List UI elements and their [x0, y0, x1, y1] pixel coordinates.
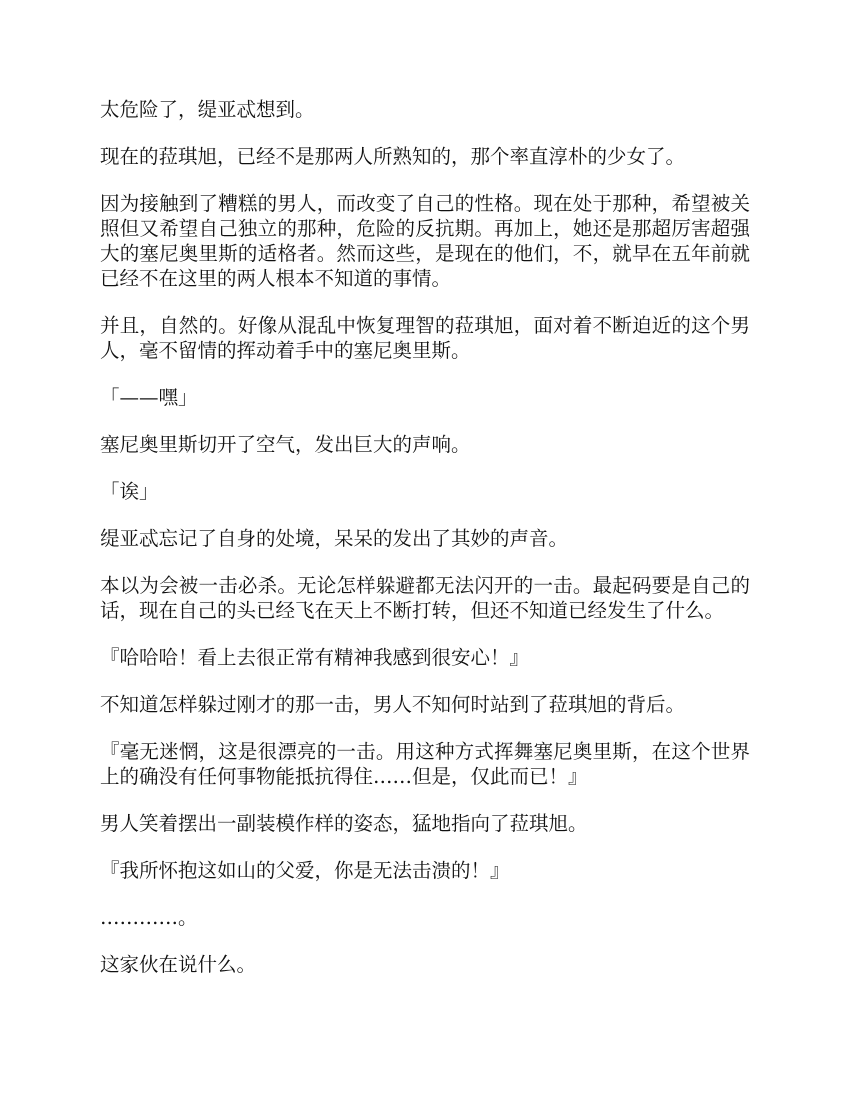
paragraph-7: 「诶」	[100, 480, 159, 503]
paragraph-4: 并且，自然的。好像从混乱中恢复理智的菈琪旭，面对着不断迫近的这个男人，毫不留情的挥动着手中的塞尼奥里斯。	[100, 314, 750, 362]
paragraph-9: 本以为会被一击必杀。无论怎样躲避都无法闪开的一击。最起码要是自己的话，现在自己的头已经飞在天上不断打转，但还不知道已经发生了什么。	[100, 574, 750, 622]
paragraph-16: 这家伙在说什么。	[100, 953, 257, 976]
paragraph-2: 现在的菈琪旭，已经不是那两人所熟知的，那个率直淳朴的少女了。	[100, 145, 686, 168]
paragraph-13: 男人笑着摆出一副装模作样的姿态，猛地指向了菈琪旭。	[100, 812, 588, 835]
paragraph-3: 因为接触到了糟糕的男人，而改变了自己的性格。现在处于那种，希望被关照但又希望自己独立的那种，危险的反抗期。再加上，她还是那超厉害超强大的塞尼奥里斯的适格者。然而这些，是现在的他们，不，就早在五年前就已经不在这里的两人根本不知道的事情。	[100, 192, 750, 290]
paragraph-12: 『毫无迷惘，这是很漂亮的一击。用这种方式挥舞塞尼奥里斯，在这个世界上的确没有任何事物能抵抗得住……但是，仅此而已！』	[100, 740, 750, 788]
paragraph-6: 塞尼奥里斯切开了空气，发出巨大的声响。	[100, 433, 471, 456]
paragraph-15: …………。	[100, 906, 198, 929]
paragraph-10: 『哈哈哈！看上去很正常有精神我感到很安心！』	[100, 646, 530, 669]
paragraph-14: 『我所怀抱这如山的父爱，你是无法击溃的！』	[100, 859, 510, 882]
paragraph-1: 太危险了，缇亚忒想到。	[100, 98, 315, 121]
paragraph-5: 「——嘿」	[100, 386, 198, 409]
paragraph-11: 不知道怎样躲过刚才的那一击，男人不知何时站到了菈琪旭的背后。	[100, 693, 686, 716]
paragraph-8: 缇亚忒忘记了自身的处境，呆呆的发出了其妙的声音。	[100, 527, 569, 550]
